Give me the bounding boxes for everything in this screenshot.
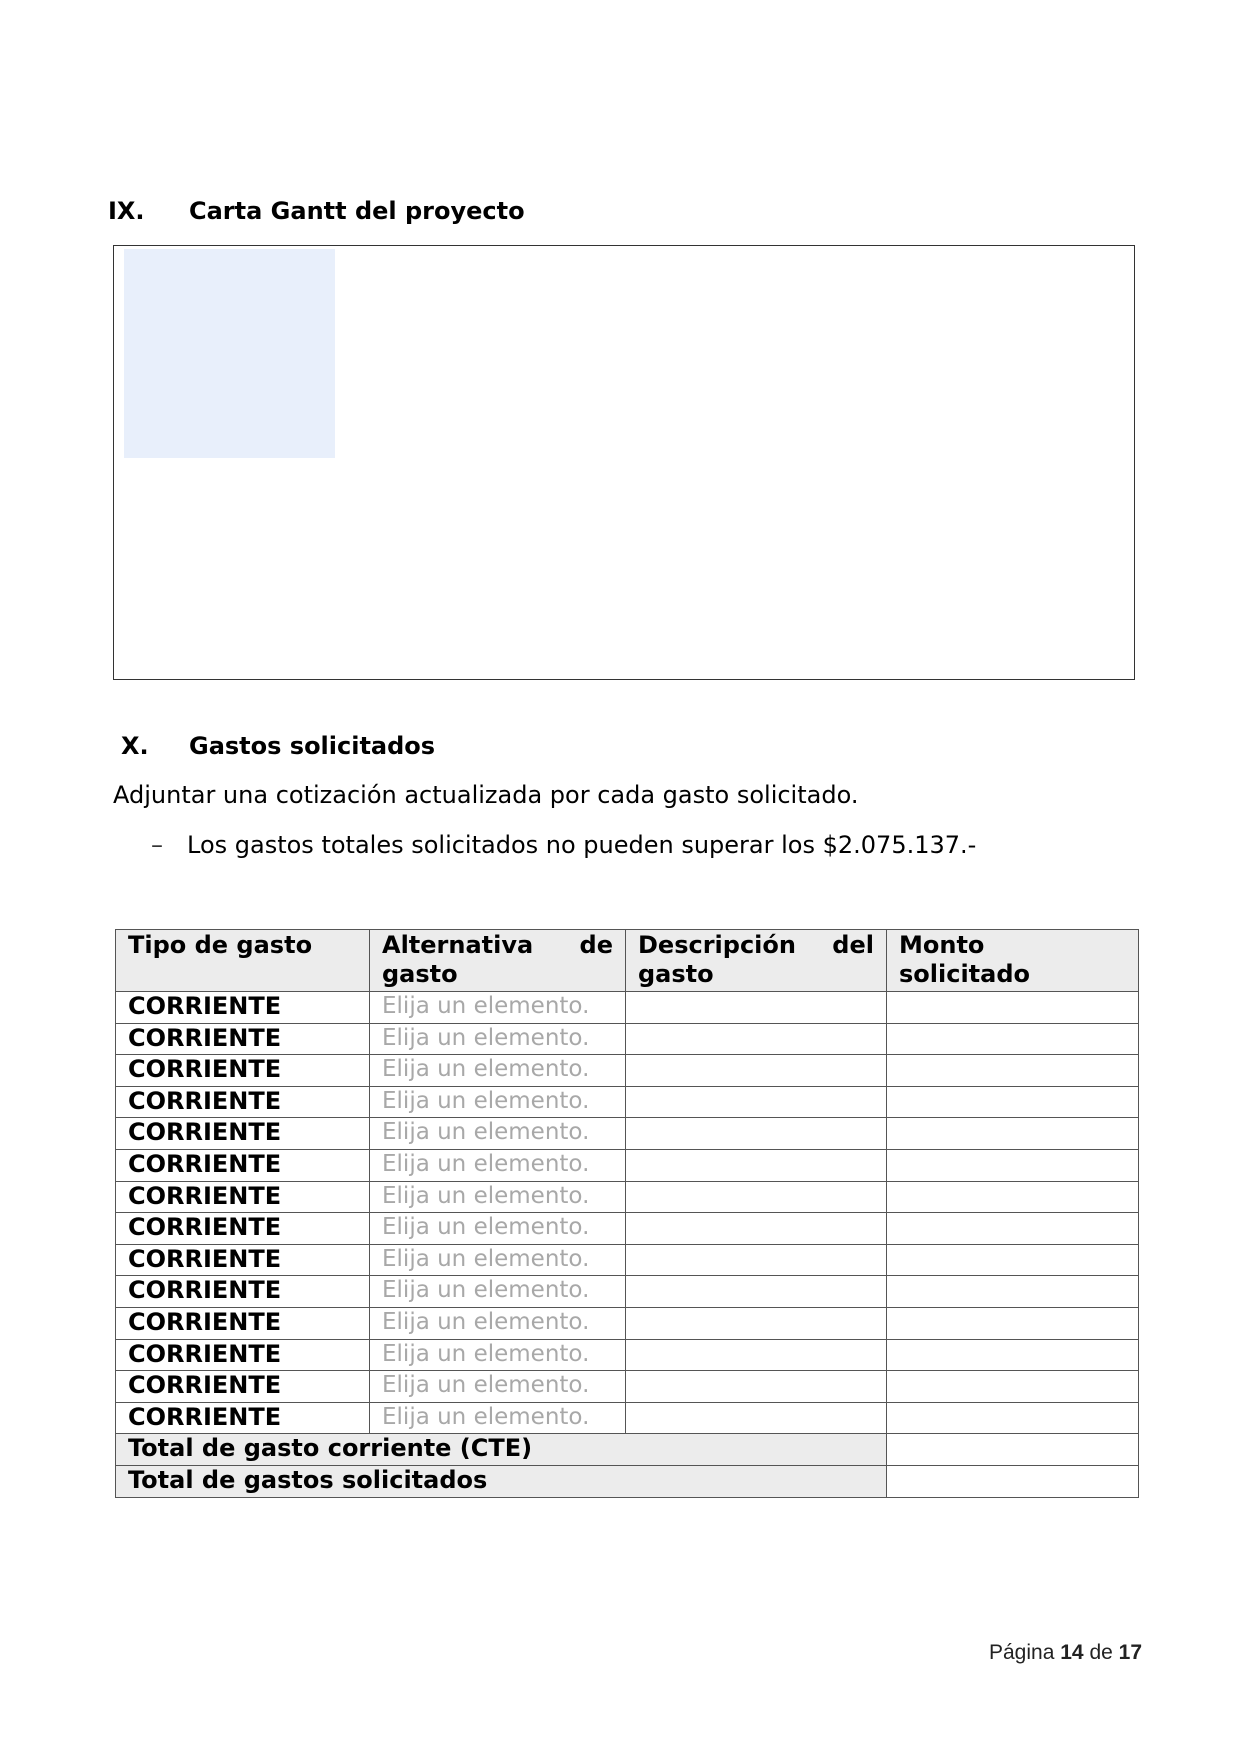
- footer-page-number: 14: [1060, 1641, 1084, 1664]
- table-row: [116, 1055, 1139, 1087]
- section-x-number: X.: [121, 732, 149, 760]
- table-row: [116, 1086, 1139, 1118]
- page-footer: [989, 1640, 1142, 1666]
- cell-tipo-de-gasto: CORRIENTE: [116, 1276, 370, 1308]
- descripcion-field[interactable]: [626, 1213, 887, 1245]
- table-row: [116, 992, 1139, 1024]
- section-ix-heading: [0, 196, 1242, 226]
- header-tipo-de-gasto: Tipo de gasto: [116, 930, 370, 992]
- descripcion-field[interactable]: [626, 1118, 887, 1150]
- cell-tipo-de-gasto: CORRIENTE: [116, 1213, 370, 1245]
- monto-field[interactable]: [887, 1118, 1139, 1150]
- header-descripcion-del-gasto: Descripción del gasto: [626, 930, 887, 992]
- total-label: Total de gasto corriente (CTE): [116, 1434, 887, 1466]
- gantt-chart-frame[interactable]: [113, 245, 1135, 680]
- table-row: [116, 1276, 1139, 1308]
- section-ix-title: Carta Gantt del proyecto: [189, 197, 525, 225]
- cell-tipo-de-gasto: CORRIENTE: [116, 992, 370, 1024]
- descripcion-field[interactable]: [626, 1244, 887, 1276]
- section-x-title: Gastos solicitados: [189, 732, 436, 760]
- bullet-dash-icon: –: [151, 831, 163, 859]
- descripcion-field[interactable]: [626, 1181, 887, 1213]
- total-monto-field[interactable]: [887, 1465, 1139, 1497]
- alternativa-dropdown[interactable]: Elija un elemento.: [370, 1244, 626, 1276]
- cell-tipo-de-gasto: CORRIENTE: [116, 1307, 370, 1339]
- bullet-text: Los gastos totales solicitados no pueden superar los $2.075.137.-: [187, 831, 977, 859]
- gantt-image-placeholder[interactable]: [124, 249, 335, 458]
- total-monto-field[interactable]: [887, 1434, 1139, 1466]
- alternativa-dropdown[interactable]: Elija un elemento.: [370, 1118, 626, 1150]
- alternativa-dropdown[interactable]: Elija un elemento.: [370, 1307, 626, 1339]
- instruction-paragraph: Adjuntar una cotización actualizada por cada gasto solicitado.: [113, 781, 859, 809]
- monto-field[interactable]: [887, 1276, 1139, 1308]
- descripcion-field[interactable]: [626, 1023, 887, 1055]
- monto-field[interactable]: [887, 1307, 1139, 1339]
- cell-tipo-de-gasto: CORRIENTE: [116, 1086, 370, 1118]
- total-corriente-row: [116, 1434, 1139, 1466]
- cell-tipo-de-gasto: CORRIENTE: [116, 1402, 370, 1434]
- alternativa-dropdown[interactable]: Elija un elemento.: [370, 1339, 626, 1371]
- table-row: [116, 1213, 1139, 1245]
- table-header-row: [116, 930, 1139, 992]
- section-x-heading: [0, 731, 1242, 761]
- descripcion-field[interactable]: [626, 1402, 887, 1434]
- table-row: [116, 1023, 1139, 1055]
- monto-field[interactable]: [887, 992, 1139, 1024]
- footer-total-pages: 17: [1118, 1641, 1142, 1664]
- descripcion-field[interactable]: [626, 1339, 887, 1371]
- table-row: [116, 1181, 1139, 1213]
- cell-tipo-de-gasto: CORRIENTE: [116, 1371, 370, 1403]
- monto-field[interactable]: [887, 1055, 1139, 1087]
- monto-field[interactable]: [887, 1244, 1139, 1276]
- footer-prefix: Página: [989, 1641, 1055, 1664]
- monto-field[interactable]: [887, 1086, 1139, 1118]
- alternativa-dropdown[interactable]: Elija un elemento.: [370, 1371, 626, 1403]
- monto-field[interactable]: [887, 1213, 1139, 1245]
- cell-tipo-de-gasto: CORRIENTE: [116, 1244, 370, 1276]
- cell-tipo-de-gasto: CORRIENTE: [116, 1339, 370, 1371]
- monto-field[interactable]: [887, 1181, 1139, 1213]
- total-label: Total de gastos solicitados: [116, 1465, 887, 1497]
- table-row: [116, 1149, 1139, 1181]
- table-row: [116, 1307, 1139, 1339]
- total-solicitados-row: [116, 1465, 1139, 1497]
- table-row: [116, 1402, 1139, 1434]
- footer-middle: de: [1089, 1641, 1113, 1664]
- alternativa-dropdown[interactable]: Elija un elemento.: [370, 992, 626, 1024]
- alternativa-dropdown[interactable]: Elija un elemento.: [370, 1055, 626, 1087]
- monto-field[interactable]: [887, 1339, 1139, 1371]
- alternativa-dropdown[interactable]: Elija un elemento.: [370, 1023, 626, 1055]
- table-row: [116, 1244, 1139, 1276]
- alternativa-dropdown[interactable]: Elija un elemento.: [370, 1149, 626, 1181]
- alternativa-dropdown[interactable]: Elija un elemento.: [370, 1402, 626, 1434]
- cell-tipo-de-gasto: CORRIENTE: [116, 1118, 370, 1150]
- monto-field[interactable]: [887, 1402, 1139, 1434]
- descripcion-field[interactable]: [626, 1055, 887, 1087]
- descripcion-field[interactable]: [626, 1149, 887, 1181]
- budget-limit-bullet: [0, 830, 1242, 860]
- cell-tipo-de-gasto: CORRIENTE: [116, 1149, 370, 1181]
- cell-tipo-de-gasto: CORRIENTE: [116, 1023, 370, 1055]
- table-row: [116, 1118, 1139, 1150]
- monto-field[interactable]: [887, 1149, 1139, 1181]
- table-row: [116, 1339, 1139, 1371]
- descripcion-field[interactable]: [626, 1276, 887, 1308]
- descripcion-field[interactable]: [626, 1307, 887, 1339]
- table-row: [116, 1371, 1139, 1403]
- monto-field[interactable]: [887, 1023, 1139, 1055]
- header-alternativa-de-gasto: Alternativa de gasto: [370, 930, 626, 992]
- descripcion-field[interactable]: [626, 1086, 887, 1118]
- header-monto-solicitado: Monto solicitado: [887, 930, 1139, 992]
- alternativa-dropdown[interactable]: Elija un elemento.: [370, 1276, 626, 1308]
- section-ix-number: IX.: [108, 197, 145, 225]
- descripcion-field[interactable]: [626, 1371, 887, 1403]
- expenses-table: [115, 929, 1139, 1498]
- cell-tipo-de-gasto: CORRIENTE: [116, 1055, 370, 1087]
- monto-field[interactable]: [887, 1371, 1139, 1403]
- alternativa-dropdown[interactable]: Elija un elemento.: [370, 1181, 626, 1213]
- alternativa-dropdown[interactable]: Elija un elemento.: [370, 1213, 626, 1245]
- alternativa-dropdown[interactable]: Elija un elemento.: [370, 1086, 626, 1118]
- descripcion-field[interactable]: [626, 992, 887, 1024]
- cell-tipo-de-gasto: CORRIENTE: [116, 1181, 370, 1213]
